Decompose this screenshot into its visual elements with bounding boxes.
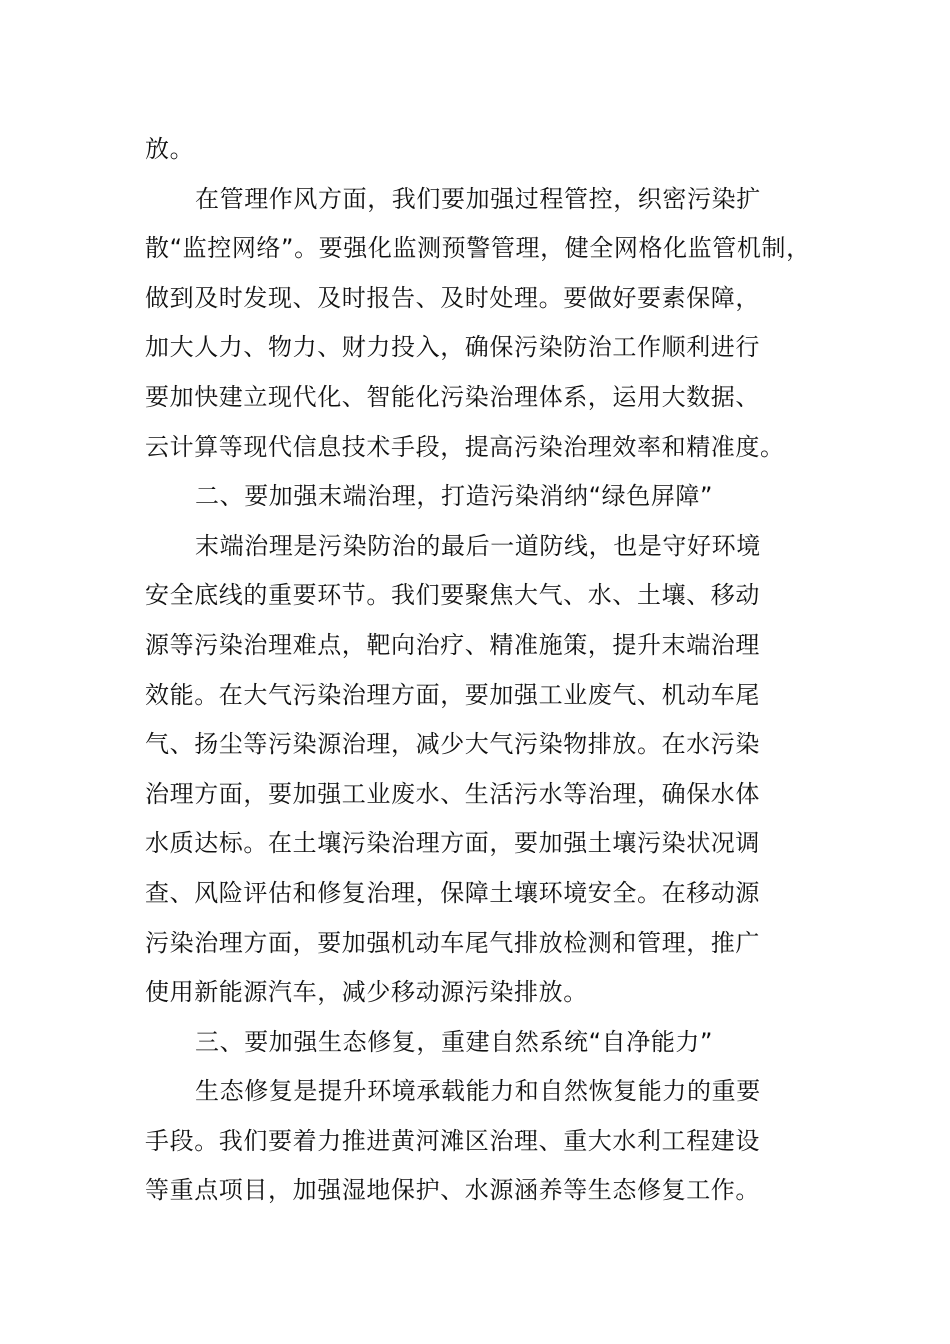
paragraph-line: 加大人力、物力、财力投入，确保污染防治工作顺利进行	[145, 333, 760, 362]
paragraph-line: 在管理作风方面，我们要加强过程管控，织密污染扩	[195, 184, 761, 213]
paragraph-line: 查、风险评估和修复治理，保障土壤环境安全。在移动源	[145, 878, 760, 907]
paragraph-line: 生态修复是提升环境承载能力和自然恢复能力的重要	[195, 1077, 761, 1106]
paragraph-line: 云计算等现代信息技术手段，提高污染治理效率和精准度。	[145, 432, 785, 461]
paragraph-line: 污染治理方面，要加强机动车尾气排放检测和管理，推广	[145, 928, 760, 957]
paragraph-line: 做到及时发现、及时报告、及时处理。要做好要素保障，	[145, 283, 760, 312]
paragraph-line: 散“监控网络”。要强化监测预警管理，健全网格化监管机制，	[145, 234, 811, 263]
paragraph-line: 源等污染治理难点，靶向治疗、精准施策，提升末端治理	[145, 630, 760, 659]
paragraph-line: 治理方面，要加强工业废水、生活污水等治理，确保水体	[145, 779, 760, 808]
paragraph-line: 使用新能源汽车，减少移动源污染排放。	[145, 978, 588, 1007]
paragraph-line: 等重点项目，加强湿地保护、水源涵养等生态修复工作。	[145, 1176, 760, 1205]
paragraph-line: 手段。我们要着力推进黄河滩区治理、重大水利工程建设	[145, 1126, 760, 1155]
paragraph-line: 效能。在大气污染治理方面，要加强工业废气、机动车尾	[145, 680, 760, 709]
paragraph-line: 要加快建立现代化、智能化污染治理体系，运用大数据、	[145, 382, 760, 411]
section-heading: 二、要加强末端治理，打造污染消纳“绿色屏障”	[195, 482, 714, 511]
paragraph-line: 水质达标。在土壤污染治理方面，要加强土壤污染状况调	[145, 829, 760, 858]
document-body	[145, 125, 835, 1216]
paragraph-line: 放。	[145, 135, 195, 163]
section-heading: 三、要加强生态修复，重建自然系统“自净能力”	[195, 1027, 714, 1056]
paragraph-line: 末端治理是污染防治的最后一道防线，也是守好环境	[195, 531, 761, 560]
paragraph-line: 气、扬尘等污染源治理，减少大气污染物排放。在水污染	[145, 730, 760, 759]
paragraph-line: 安全底线的重要环节。我们要聚焦大气、水、土壤、移动	[145, 581, 760, 610]
